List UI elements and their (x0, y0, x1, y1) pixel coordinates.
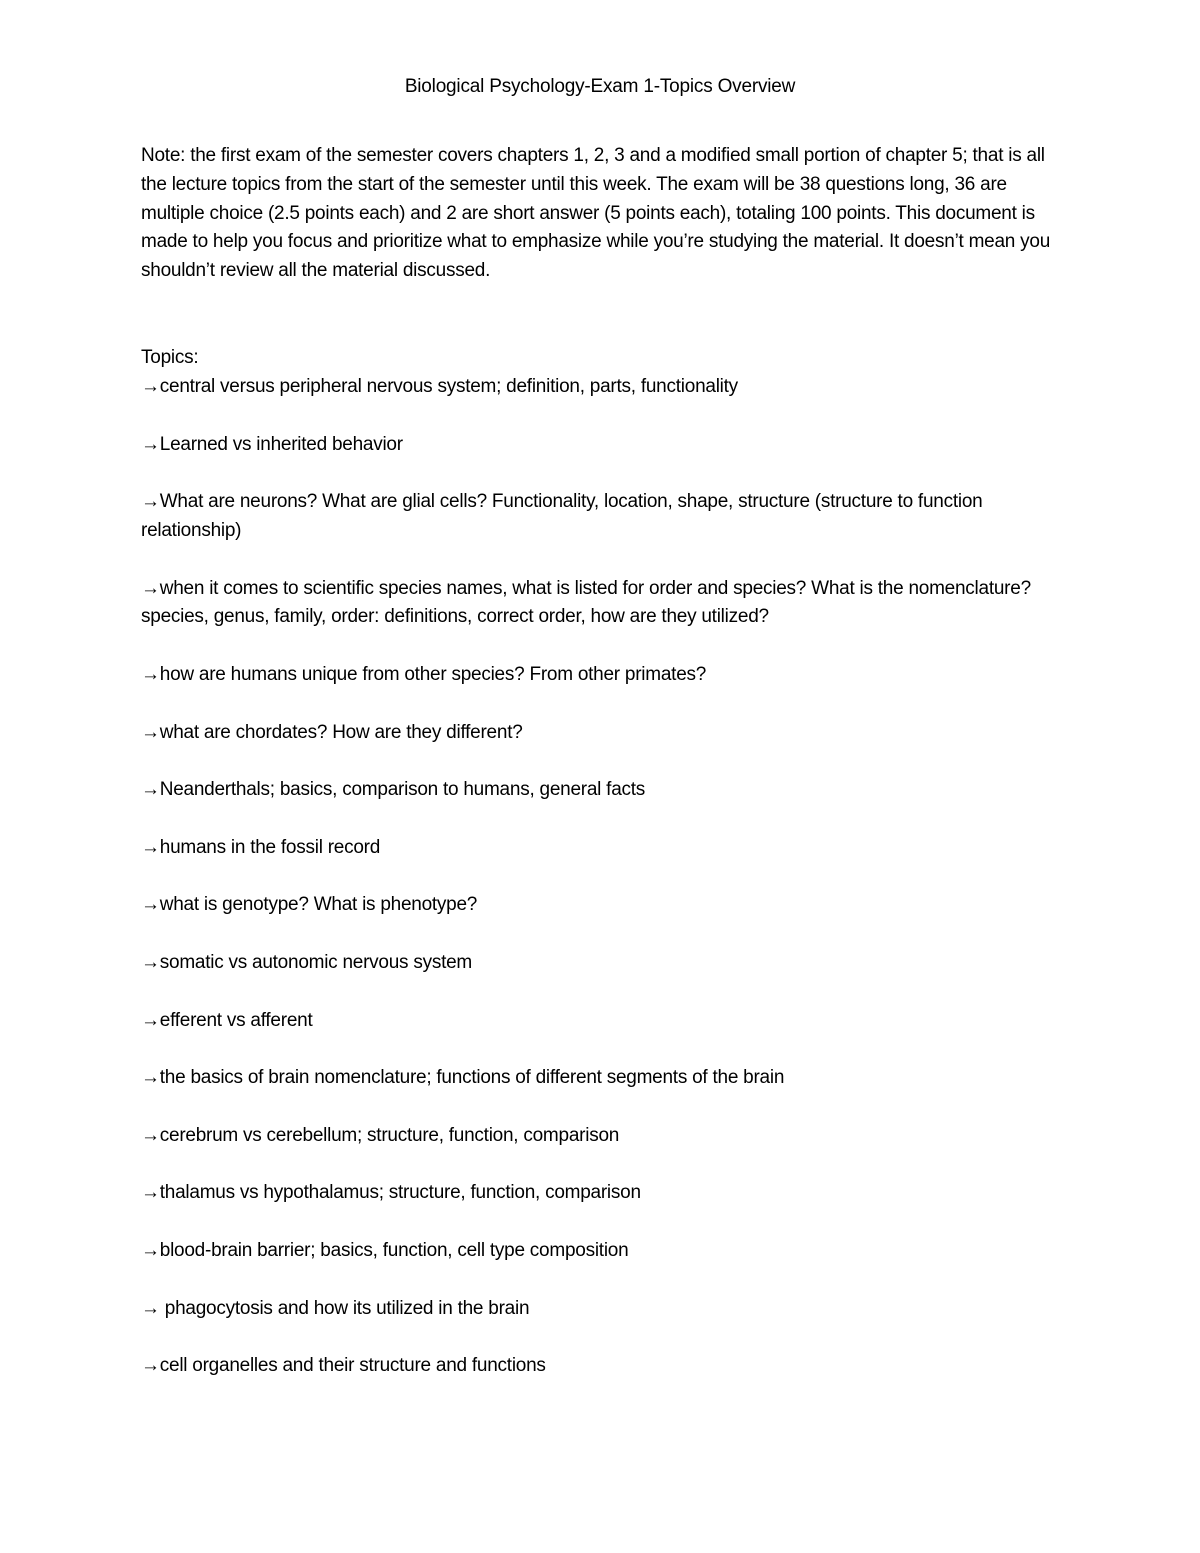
topic-item (141, 776, 1061, 805)
topic-item (141, 719, 1061, 748)
topic-text: how are humans unique from other species? From other primates? (159, 663, 707, 685)
topic-item (141, 891, 1061, 920)
arrow-right-icon: → (141, 836, 160, 858)
topic-item (141, 1007, 1061, 1036)
arrow-right-icon: → (141, 1239, 160, 1261)
arrow-right-icon: → (141, 433, 160, 455)
arrow-right-icon: → (141, 779, 160, 801)
topic-text: Neanderthals; basics, comparison to humans, general facts (159, 779, 646, 801)
arrow-right-icon: → (141, 1009, 160, 1031)
topic-text: what is genotype? What is phenotype? (159, 894, 478, 916)
arrow-right-icon: → (141, 721, 160, 743)
topic-text: blood-brain barrier; basics, function, cell type composition (159, 1239, 629, 1261)
topic-text: cerebrum vs cerebellum; structure, function, comparison (159, 1124, 620, 1146)
topic-item (141, 488, 1061, 546)
arrow-right-icon: → (141, 894, 160, 916)
topic-text: Learned vs inherited behavior (159, 433, 403, 455)
arrow-right-icon: → (141, 577, 160, 599)
topic-item (141, 373, 1061, 402)
arrow-right-icon: → (141, 1297, 160, 1319)
topic-text: phagocytosis and how its utilized in the brain (159, 1297, 530, 1319)
topic-item (141, 834, 1061, 863)
topic-item (141, 661, 1061, 690)
topics-list (141, 373, 1061, 1410)
arrow-right-icon: → (141, 1124, 160, 1146)
topic-text: somatic vs autonomic nervous system (159, 951, 473, 973)
topic-text: thalamus vs hypothalamus; structure, function, comparison (159, 1182, 641, 1204)
topic-item (141, 575, 1061, 633)
topic-item (141, 949, 1061, 978)
topic-item (141, 431, 1061, 460)
topic-item (141, 1122, 1061, 1151)
topic-text: What are neurons? What are glial cells? Functionality, location, shape, structure (structure to function relationship) (141, 491, 983, 541)
arrow-right-icon: → (141, 663, 160, 685)
document-title: Biological Psychology-Exam 1-Topics Overview (404, 76, 796, 97)
arrow-right-icon: → (141, 1182, 160, 1204)
topic-item (141, 1352, 1061, 1381)
topic-text: cell organelles and their structure and functions (159, 1355, 546, 1377)
arrow-right-icon: → (141, 491, 160, 513)
topic-item (141, 1237, 1061, 1266)
topic-text: humans in the fossil record (159, 836, 381, 858)
arrow-right-icon: → (141, 1355, 160, 1377)
arrow-right-icon: → (141, 951, 160, 973)
topic-text: central versus peripheral nervous system; definition, parts, functionality (159, 376, 738, 397)
topic-item (141, 1064, 1061, 1093)
topic-text: when it comes to scientific species names, what is listed for order and species? What is the nomenclature? species, genus, family, order: definitions, correct order, how are they utilized? (141, 577, 1031, 628)
arrow-right-icon: → (141, 1067, 160, 1089)
topics-heading: Topics: (141, 347, 199, 368)
topic-item (141, 1179, 1061, 1208)
topic-text: efferent vs afferent (159, 1009, 313, 1031)
topic-item (141, 1295, 1061, 1324)
exam-note-paragraph: Note: the first exam of the semester covers chapters 1, 2, 3 and a modified small portion of chapter 5; that is all the lecture topics from the start of the semester until this week. The exam will be 38 questions long, 36 are multiple choice (2.5 points each) and 2 are short answer (5 points each), totaling 100 points. This document is made to help you focus and prioritize what to emphasize while you’re studying the material. It doesn’t mean you shouldn’t review all the material discussed. (141, 145, 1051, 282)
arrow-right-icon: → (141, 376, 160, 397)
topic-text: what are chordates? How are they different? (159, 721, 523, 743)
topic-text: the basics of brain nomenclature; functions of different segments of the brain (159, 1067, 785, 1089)
